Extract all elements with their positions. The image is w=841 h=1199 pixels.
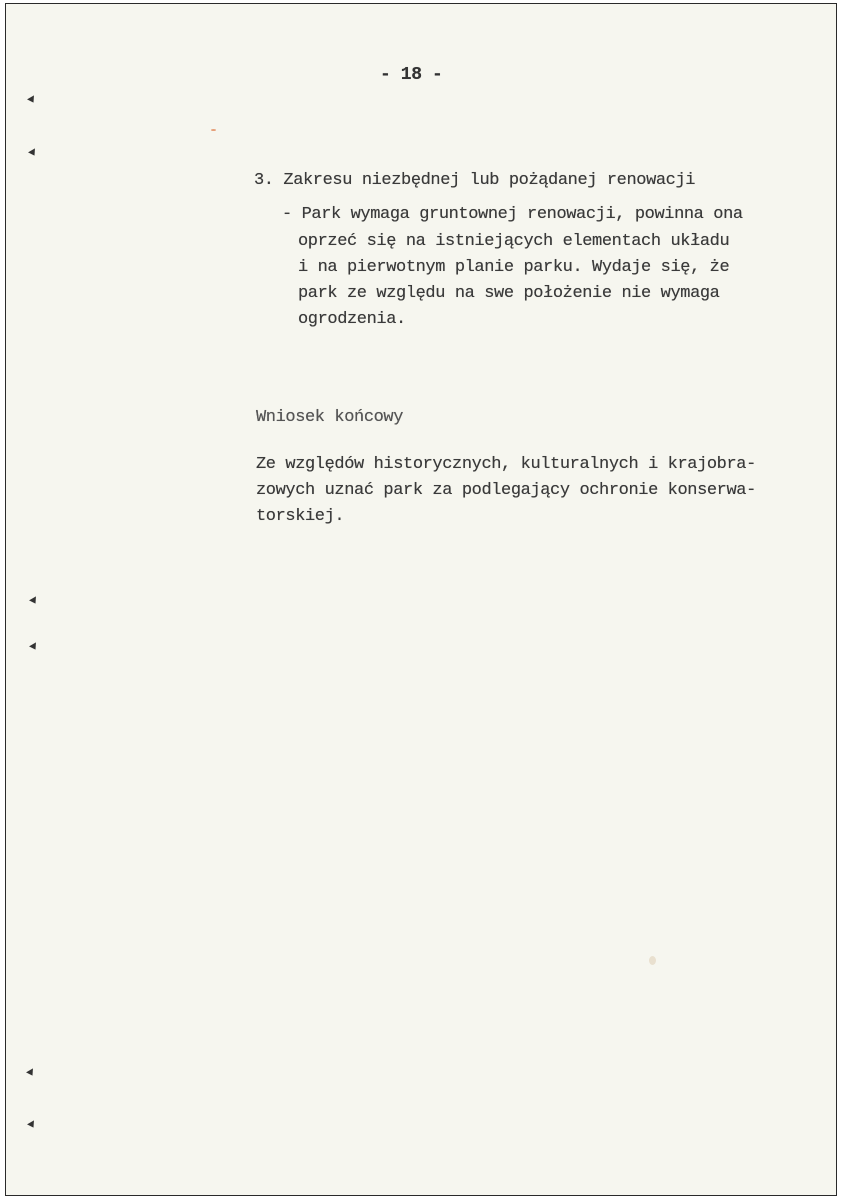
punch-mark-1	[27, 95, 37, 104]
section-line: oprzeć się na istniejących elementach układu	[298, 232, 730, 251]
conclusion-line: zowych uznać park za podlegający ochronie konserwa-	[256, 481, 756, 500]
page-number: - 18 -	[380, 65, 443, 85]
conclusion-line: torskiej.	[256, 507, 345, 526]
section-line: - Park wymaga gruntownej renowacji, powinna ona	[282, 205, 743, 224]
section-line: park ze względu na swe położenie nie wymaga	[298, 284, 720, 303]
punch-mark-6	[27, 1120, 37, 1129]
conclusion-heading: Wniosek końcowy	[256, 408, 404, 427]
section-line: i na pierwotnym planie parku. Wydaje się, że	[298, 258, 730, 277]
paper-speck	[211, 129, 216, 131]
conclusion-line: Ze względów historycznych, kulturalnych i krajobra-	[256, 455, 756, 474]
document-page	[5, 3, 837, 1196]
paper-speck	[649, 956, 656, 965]
punch-mark-4	[29, 642, 39, 651]
section-line: ogrodzenia.	[298, 310, 406, 329]
punch-mark-3	[29, 596, 39, 605]
section-heading: 3. Zakresu niezbędnej lub pożądanej renowacji	[254, 171, 696, 190]
punch-mark-2	[28, 148, 38, 157]
punch-mark-5	[26, 1068, 36, 1077]
